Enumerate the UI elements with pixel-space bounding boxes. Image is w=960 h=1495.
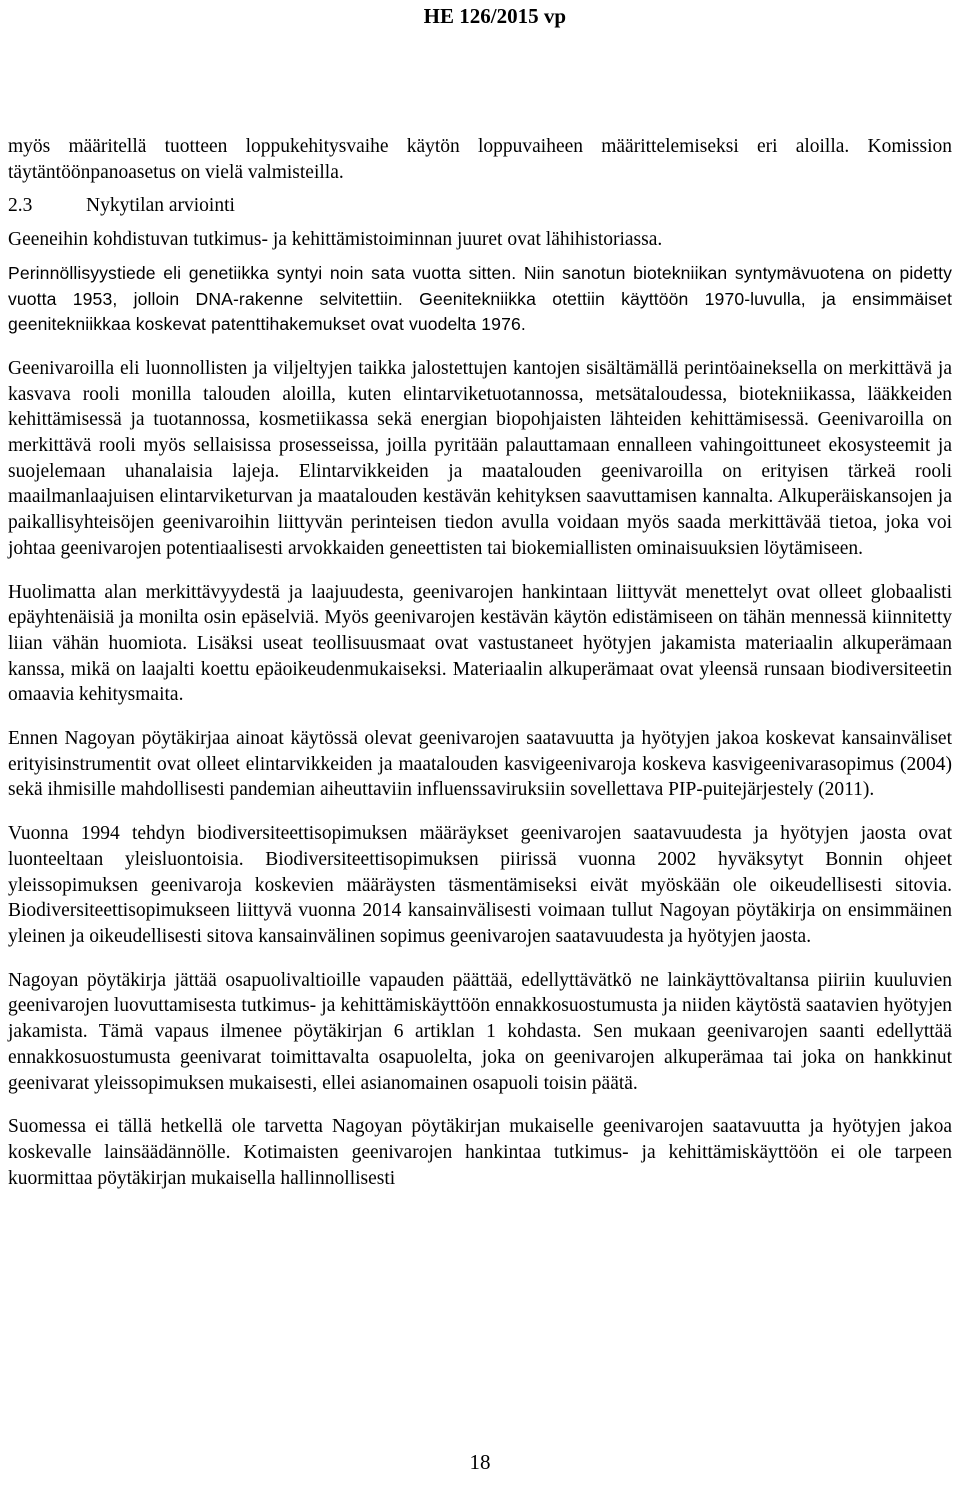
page-body [8,134,952,1191]
paragraph-biodiversity-convention: Vuonna 1994 tehdyn biodiversiteettisopimuksen määräykset geenivarojen saatavuudesta ja hyötyjen jaosta ovat luonteeltaan yleisluontoisia. Biodiversiteettisopimuksen piirissä vuonna 2002 hyväksytyt Bonnin ohjeet yleissopimuksen geenivaroja koskevien määräysten täsmentämiseksi eivät myöskään ole oikeudellisesti sitovia. Biodiversiteettisopimukseen liittyvä vuonna 2014 kansainvälisesti voimaan tullut Nagoyan pöytäkirja on ensimmäinen yleinen ja oikeudellisesti sitova kansainvälinen sopimus geenivarojen saatavuudesta ja hyötyjen jaosta. [8,823,952,947]
biotech-sentence: Niin sanotun biotekniikan syntymävuotena on pidetty vuotta 1953, jolloin DNA-rakenne selvitettiin. [8,262,952,309]
genetics-sentence: Perinnöllisyystiede eli genetiikka syntyi noin sata vuotta sitten. [8,262,517,283]
page-number: 18 [469,1450,491,1474]
paragraph-genetics-history [8,261,952,338]
paragraph-nagoya-protocol: Nagoyan pöytäkirja jättää osapuolivaltioille vapauden päättää, edellyttävätkö ne lainkäyttövaltansa piiriin kuuluvien geenivarojen luovuttamisesta tutkimus- ja kehittämiskäyttöön ennakkosuostumusta ja niiden käytöstä saatavien hyötyjen jakamista. Tämä vapaus ilmenee pöytäkirjan 6 artiklan 1 kohdasta. Sen mukaan geenivarojen saanti edellyttää ennakkosuostumusta geenivarat toimittavalta osapuolelta, joka on geenivarojen alkuperämaa tai joka on hankkinut geenivarat yleissopimuksen mukaisesti, ellei asianomainen osapuoli toisin päätä. [8,969,952,1094]
paragraph-genetic-resources-role: Geenivaroilla eli luonnollisten ja viljeltyjen taikka jalostettujen kantojen sisältämällä perintöaineksella on merkittävä ja kasvava rooli monilla talouden aloilla, kuten elintarviketuotannossa, metsätaloudessa, biotekniikassa, lääkkeiden kehittämisessä ja tuotannossa, kosmetiikassa sekä energian biopohjaisten lähteiden kehittämisessä. Geenivaroilla on merkittävä rooli myös sellaisissa prosesseissa, joilla pyritään palauttamaan ennalleen vahingoittuneet ekosysteemit ja suojelemaan uhanalaisia lajeja. Elintarvikkeiden ja maatalouden geenivaroilla on erityisen tärkeä rooli maailmanlaajuisen elintarviketurvan ja maatalouden kestävän kehityksen saavuttamisen kannalta. Alkuperäiskansojen ja paikallisyhteisöjen geenivaroihin liittyvän perinteisen tiedon avulla voidaan myös saada merkittävää tietoa, joka voi johtaa geenivarojen potentiaalisesti arvokkaiden geneettisten tai biokemiallisten ominaisuuksien löytämiseen. [8,357,952,559]
paragraph-research-roots: Geeneihin kohdistuvan tutkimus- ja kehittämistoiminnan juuret ovat lähihistoriassa. [8,229,663,251]
paragraph-continued: myös määritellä tuotteen loppukehitysvaihe käytön loppuvaiheen määrittelemiseksi eri aloilla. Komission täytäntöönpanoasetus on vielä valmisteilla. [8,136,952,183]
gene-technology-sentence: Geenitekniikka otettiin käyttöön 1970-luvulla, ja ensimmäiset geenitekniikkaa koskevat patenttihakemukset ovat vuodelta 1976. [8,288,952,335]
document-id-header: HE 126/2015 vp [423,4,566,28]
paragraph-finland: Suomessa ei tällä hetkellä ole tarvetta Nagoyan pöytäkirjan mukaiselle geenivarojen saatavuutta ja hyötyjen jakoa koskevalle lainsäädännölle. Kotimaisten geenivarojen hankintaa tutkimus- ja kehittämiskäyttöön ei ole tarpeen kuormittaa pöytäkirjan mukaisella hallinnollisesti [8,1116,952,1189]
section-title: Nykytilan arviointi [86,195,235,217]
section-number: 2.3 [8,195,33,217]
paragraph-instruments: Ennen Nagoyan pöytäkirjaa ainoat käytössä olevat geenivarojen saatavuutta ja hyötyjen jakoa koskevat kansainväliset erityisinstrumentit ovat olleet elintarvikkeiden ja maatalouden kasvigeenivaroja koskeva kasvigeenivarasopimus (2004) sekä ihmisille mahdollisesti pandemian aiheuttaviin influenssaviruksiin sovellettava PIP-puitejärjestely (2011). [8,728,952,801]
section-heading [8,193,952,219]
paragraph-procedures: Huolimatta alan merkittävyydestä ja laajuudesta, geenivarojen hankintaan liittyvät menettelyt ovat olleet globaalisti epäyhtenäisiä ja monilta osin epäselviä. Myös geenivarojen kestävän käytön edistämiseen on tähän mennessä kiinnitetty liian vähän huomiota. Lisäksi useat teollisuusmaat ovat vastustaneet hyötyjen jakamista materiaalin alkuperämaan kanssa, mikä on laajalti koettu epäoikeudenmukaiseksi. Materiaalin alkuperämaat ovat yleensä runsaan biodiversiteetin omaavia kehitysmaita. [8,581,952,706]
